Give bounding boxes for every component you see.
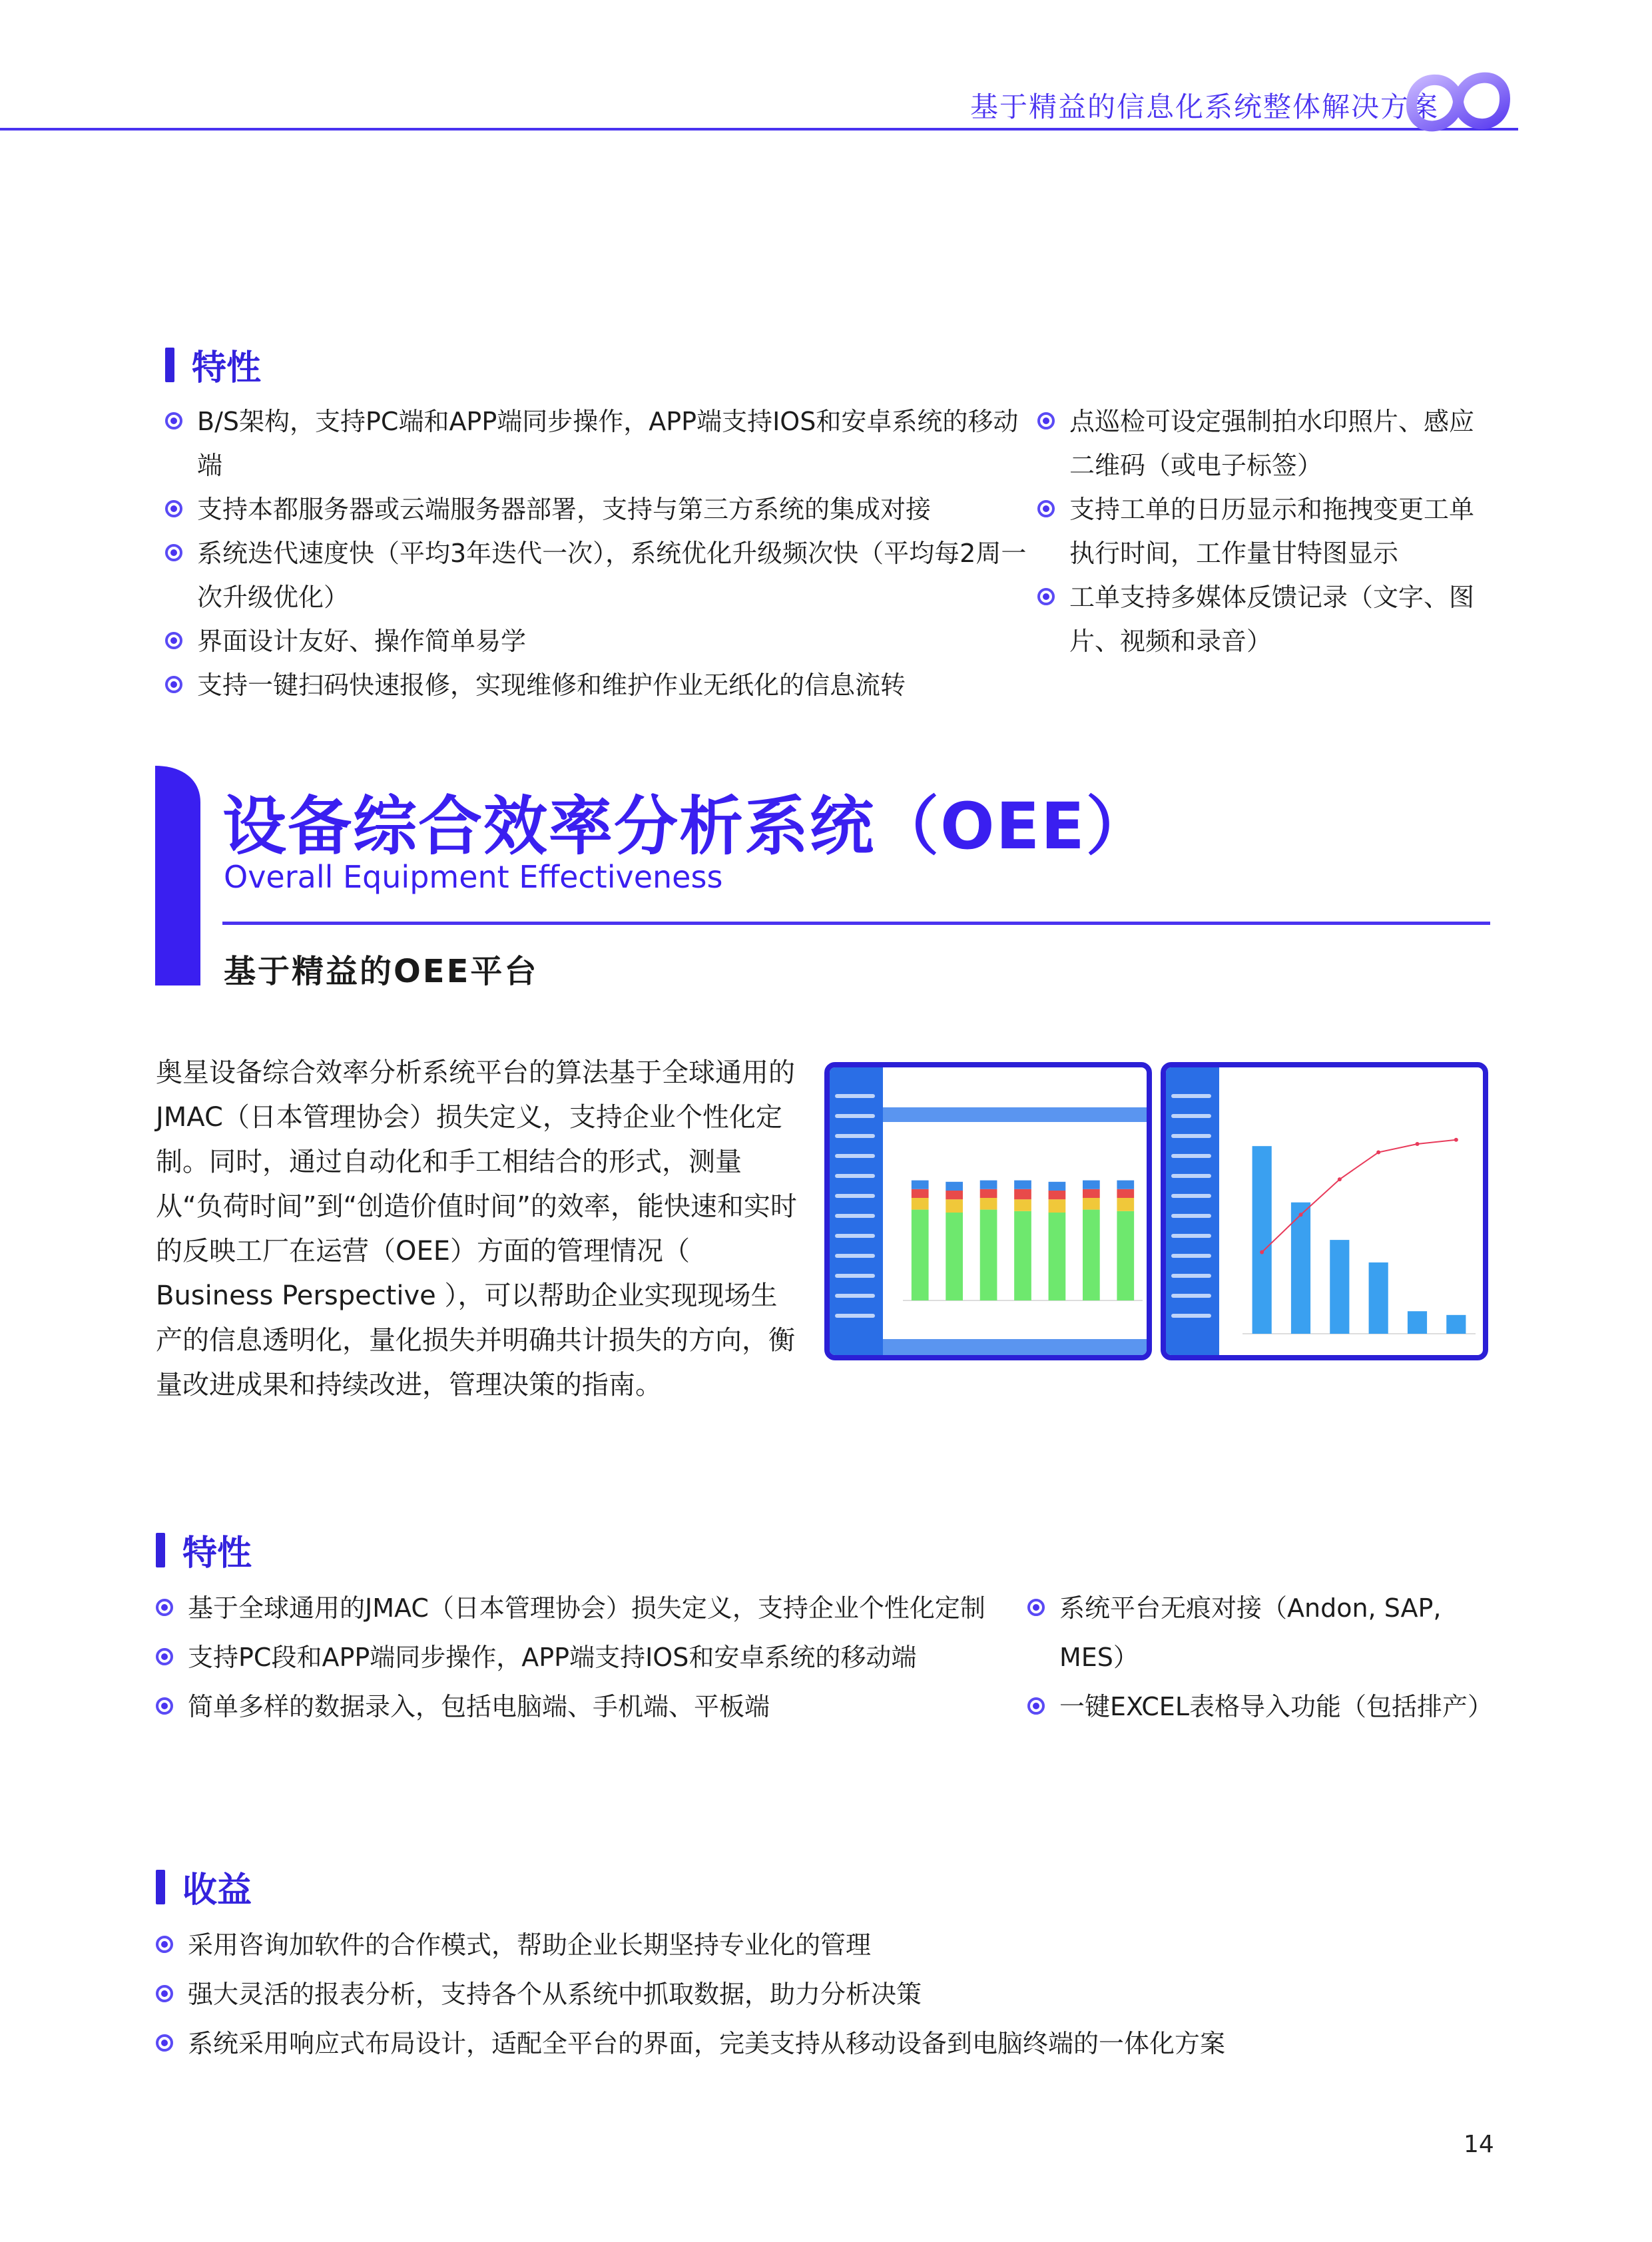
screenshot-toolbar <box>883 1107 1147 1122</box>
heading-bar <box>156 1533 165 1567</box>
bar-segment <box>912 1181 929 1189</box>
bullet-icon <box>1037 412 1055 429</box>
oee-screenshot-2 <box>1161 1062 1488 1360</box>
bar <box>1369 1262 1388 1334</box>
cumulative-line <box>1262 1140 1456 1253</box>
bullet-icon <box>156 2034 173 2052</box>
header-title: 基于精益的信息化系统整体解决方案 <box>969 91 1439 123</box>
bullet-icon <box>1027 1697 1045 1715</box>
list-item: 基于全球通用的JMAC（日本管理协会）损失定义，支持企业个性化定制 <box>156 1583 1021 1633</box>
features2-left-list <box>156 1583 1021 1731</box>
bullet-icon <box>165 544 182 561</box>
list-item: 系统采用响应式布局设计，适配全平台的界面，完美支持从移动设备到电脑终端的一体化方案 <box>156 2019 1421 2068</box>
bar-segment <box>1049 1213 1066 1300</box>
screenshot-sidebar <box>830 1067 883 1355</box>
bullet-icon <box>165 632 182 649</box>
list-item: 界面设计友好、操作简单易学 <box>165 619 1031 663</box>
bar <box>1330 1240 1349 1334</box>
features-heading-2 <box>156 1525 252 1575</box>
bullet-icon <box>156 1985 173 2002</box>
oee-screenshot-1 <box>824 1062 1152 1360</box>
bullet-icon <box>156 1936 173 1953</box>
oee-paragraph: 奥星设备综合效率分析系统平台的算法基于全球通用的JMAC（日本管理协会）损失定义，支持企业个性化定制。同时，通过自动化和手工相结合的形式，测量从“负荷时间”到“创造价值时间”的效率，能快速和实时的反映工厂在运营（OEE）方面的管理情况（ Business Perspective ），可以帮助企业实现现场生产的信息透明化，量化损失并明确共计损失的方向，衡量改进成果和持续改进，管理决策的指南。 <box>156 1057 797 1400</box>
bullet-icon <box>156 1648 173 1665</box>
bar-segment <box>946 1199 963 1213</box>
line-point <box>1454 1138 1458 1142</box>
bar-segment <box>1049 1182 1066 1191</box>
features1-left-list <box>165 400 1031 707</box>
heading-bar <box>156 1870 165 1904</box>
list-item: 采用咨询加软件的合作模式，帮助企业长期坚持专业化的管理 <box>156 1920 1421 1970</box>
bar-segment <box>1014 1211 1031 1300</box>
benefits-list <box>156 1920 1421 2068</box>
bar-segment <box>980 1189 997 1198</box>
bar-segment <box>1083 1181 1100 1189</box>
bar-segment <box>946 1213 963 1300</box>
list-item: 系统平台无痕对接（Andon, SAP, MES） <box>1027 1583 1507 1682</box>
bar <box>1408 1311 1427 1334</box>
bar-segment <box>1083 1189 1100 1198</box>
features-heading-text: 特性 <box>192 348 262 388</box>
bar-segment <box>946 1182 963 1191</box>
bar-segment <box>1117 1189 1134 1198</box>
bar <box>1446 1315 1466 1334</box>
bullet-icon <box>156 1599 173 1616</box>
list-item: 支持一键扫码快速报修，实现维修和维护作业无纸化的信息流转 <box>165 663 1031 707</box>
bar-segment <box>1083 1198 1100 1210</box>
bar-segment <box>1117 1211 1134 1300</box>
bullet-icon <box>1037 500 1055 517</box>
features-heading-text: 特性 <box>182 1534 252 1573</box>
line-point <box>1416 1142 1420 1146</box>
bullet-icon <box>156 1697 173 1715</box>
bar-segment <box>980 1181 997 1189</box>
bar-segment <box>912 1189 929 1198</box>
features-heading-1 <box>165 340 261 390</box>
list-item: 系统迭代速度快（平均3年迭代一次），系统优化升级频次快（平均每2周一次升级优化） <box>165 531 1031 619</box>
list-item: 支持PC段和APP端同步操作，APP端支持IOS和安卓系统的移动端 <box>156 1633 1021 1682</box>
oee-subtitle: Overall Equipment Effectiveness <box>224 859 723 895</box>
bullet-icon <box>165 676 182 693</box>
list-item: 工单支持多媒体反馈记录（文字、图片、视频和录音） <box>1037 575 1497 663</box>
benefits-heading <box>156 1862 252 1912</box>
list-item: 强大灵活的报表分析，支持各个从系统中抓取数据，助力分析决策 <box>156 1970 1421 2019</box>
oee-title: 设备综合效率分析系统（OEE） <box>222 789 1151 864</box>
bar-segment <box>1049 1191 1066 1199</box>
title-rule <box>222 922 1490 925</box>
benefits-heading-text: 收益 <box>182 1870 252 1910</box>
line-point <box>1260 1251 1264 1255</box>
page-number: 14 <box>1464 2131 1494 2158</box>
list-item: 点巡检可设定强制拍水印照片、感应二维码（或电子标签） <box>1037 400 1497 487</box>
screenshot-sidebar <box>1166 1067 1219 1355</box>
line-point <box>1376 1151 1380 1155</box>
oee-stacked-chart <box>890 1147 1149 1320</box>
features1-right-list <box>1037 400 1497 663</box>
bar-segment <box>912 1198 929 1210</box>
bar-segment <box>1083 1210 1100 1300</box>
bar-segment <box>1117 1181 1134 1189</box>
bar-segment <box>1014 1189 1031 1199</box>
bullet-icon <box>165 500 182 517</box>
heading-bar <box>165 348 174 382</box>
screenshot-footer <box>883 1339 1147 1355</box>
list-item: 简单多样的数据录入，包括电脑端、手机端、平板端 <box>156 1682 1021 1731</box>
line-point <box>1299 1213 1303 1217</box>
bar-segment <box>980 1198 997 1210</box>
bar-segment <box>1117 1198 1134 1211</box>
bar <box>1252 1146 1272 1334</box>
bar-segment <box>912 1210 929 1300</box>
list-item: 支持工单的日历显示和拖拽变更工单执行时间，工作量甘特图显示 <box>1037 487 1497 575</box>
title-accent-bar <box>155 766 202 985</box>
header-rule <box>0 128 1518 131</box>
list-item: 一键EXCEL表格导入功能（包括排产） <box>1027 1682 1507 1731</box>
bar-segment <box>1014 1181 1031 1189</box>
line-point <box>1338 1177 1342 1181</box>
bullet-icon <box>165 412 182 429</box>
oee-pareto-chart <box>1229 1087 1482 1347</box>
bar-segment <box>980 1210 997 1300</box>
bullet-icon <box>1037 588 1055 605</box>
platform-heading: 基于精益的OEE平台 <box>224 953 539 990</box>
infinity-logo-icon <box>1392 59 1525 145</box>
list-item: B/S架构，支持PC端和APP端同步操作，APP端支持IOS和安卓系统的移动端 <box>165 400 1031 487</box>
bullet-icon <box>1027 1599 1045 1616</box>
bar-segment <box>1049 1199 1066 1213</box>
bar-segment <box>946 1191 963 1199</box>
features2-right-list <box>1027 1583 1507 1731</box>
bar-segment <box>1014 1199 1031 1211</box>
list-item: 支持本都服务器或云端服务器部署，支持与第三方系统的集成对接 <box>165 487 1031 531</box>
